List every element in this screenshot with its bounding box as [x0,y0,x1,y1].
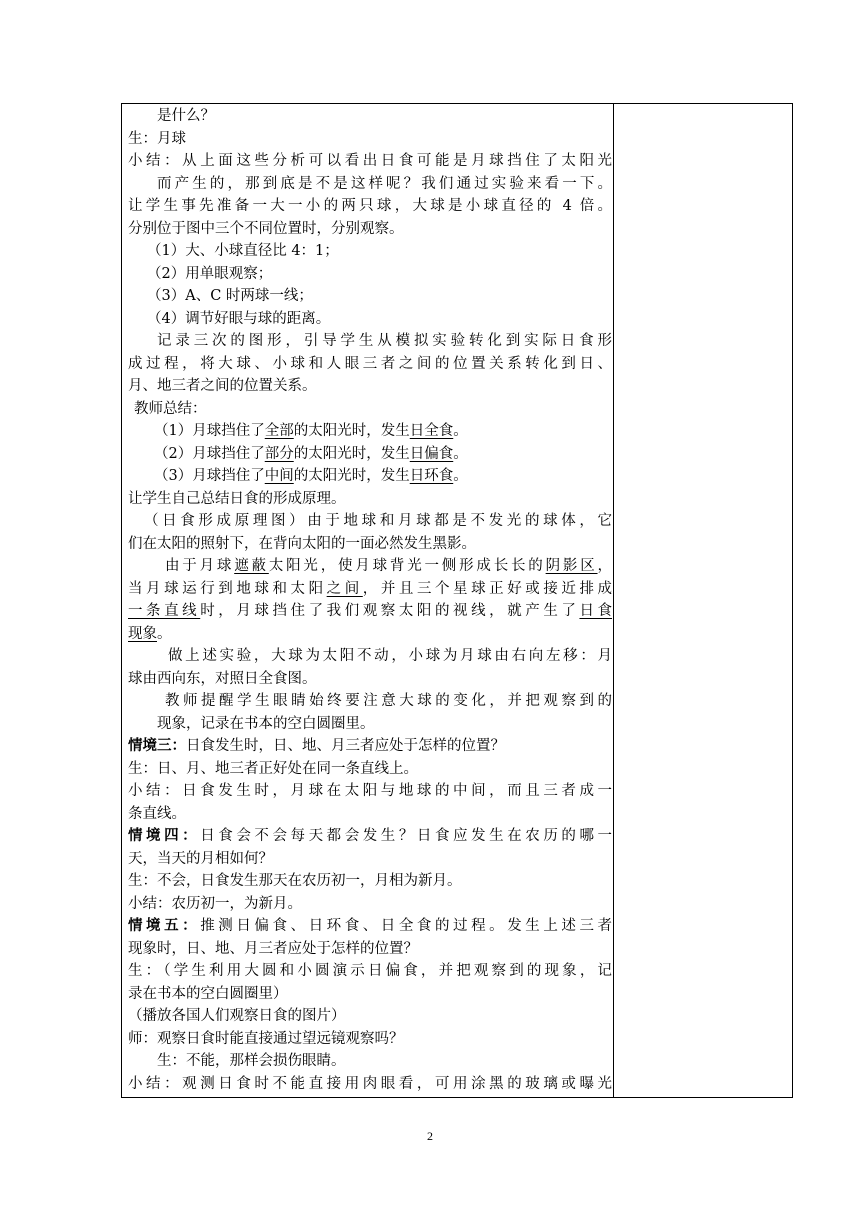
text-line: 生：不会，日食发生那天在农历初一，月相为新月。 [128,873,462,889]
text-line: 教师提醒学生眼睛始终要注意大球的变化，并把观察到的 [165,693,612,709]
text-line: 球由西向东，对照日全食图。 [128,670,317,687]
text-line: 小结：观测日食时不能直接用肉眼看，可用涂黑的玻璃或曝光 [128,1075,612,1092]
text-line: 录在书本的空白圆圈里） [128,985,288,1002]
text-line: 小结：农历初一，为新月。 [128,895,302,912]
text-line: 情境四：日食会不会每天都会发生？日食应发生在农历的哪一 [128,827,613,844]
text-line: （2）用单眼观察； [147,265,273,282]
text-line: 现象。 [128,625,172,642]
text-line: 一条直线时，月球挡住了我们观察太阳的视线，就产生了日食 [128,603,613,619]
text-line: 是什么？ [157,108,215,124]
text-line: 记录三次的图形，引导学生从模拟实验转化到实际日食形 [157,333,612,349]
text-line: （播放各国人们观察日食的图片） [128,1008,346,1024]
text-line: 条直线。 [128,805,186,822]
text-line: 情境五：推测日偏食、日环食、日全食的过程。发生上述三者 [128,917,613,934]
text-line: 让学生事先准备一大一小的两只球，大球是小球直径的 4 倍。 [128,198,612,214]
text-line: 们在太阳的照射下，在背向太阳的一面必然发生黑影。 [128,535,476,552]
page-number: 2 [427,1129,433,1143]
lesson-table [121,103,793,1098]
text-line: 天，当天的月相如何？ [128,850,273,867]
text-line: 情境三：日食发生时，日、地、月三者应处于怎样的位置？ [128,737,505,754]
text-line: （1）月球挡住了全部的太阳光时，发生日全食。 [154,423,468,439]
text-line: 师：观察日食时能直接通过望远镜观察吗？ [128,1030,404,1047]
text-line: 让学生自己总结日食的形成原理。 [128,490,346,507]
text-line: 由于月球遮蔽太阳光，使月球背光一侧形成长长的阴影区， [165,558,613,574]
text-line: 当月球运行到地球和太阳之间，并且三个星球正好或接近排成 [128,580,613,597]
text-line: （2）月球挡住了部分的太阳光时，发生日偏食。 [154,445,468,462]
text-line: 月、地三者之间的位置关系。 [128,378,317,394]
text-line: 小结：从上面这些分析可以看出日食可能是月球挡住了太阳光 [128,153,612,169]
text-line: 教师总结： [134,400,207,417]
text-line: （4）调节好眼与球的距离。 [147,310,331,327]
text-line: 成过程，将大球、小球和人眼三者之间的位置关系转化到日、 [128,355,612,372]
notes-cell [614,104,792,1097]
text-line: 现象，记录在书本的空白圆圈里。 [157,715,375,732]
text-line: 生：不能，那样会损伤眼睛。 [157,1053,346,1069]
text-line: （3）A、C 时两球一线； [147,288,313,304]
text-line: 分别位于图中三个不同位置时，分别观察。 [128,220,404,237]
text-line: 生：（学生利用大圆和小圆演示日偏食，并把观察到的现象，记 [128,963,612,979]
lesson-content-cell [128,105,612,1095]
text-line: 生：月球 [128,130,186,147]
text-line: 而产生的，那到底是不是这样呢？我们通过实验来看一下。 [157,175,612,192]
text-line: 生：日、月、地三者正好处在同一条直线上。 [128,760,418,777]
text-line: （3）月球挡住了中间的太阳光时，发生日环食。 [154,468,468,484]
text-line: 做上述实验，大球为太阳不动，小球为月球由右向左移：月 [168,648,612,664]
text-line: （日食形成原理图）由于地球和月球都是不发光的球体，它 [144,513,612,529]
text-line: 小结：日食发生时，月球在太阳与地球的中间，而且三者成一 [128,783,612,799]
text-line: （1）大、小球直径比 4：1； [147,243,339,259]
text-line: 现象时，日、地、月三者应处于怎样的位置？ [128,940,418,957]
